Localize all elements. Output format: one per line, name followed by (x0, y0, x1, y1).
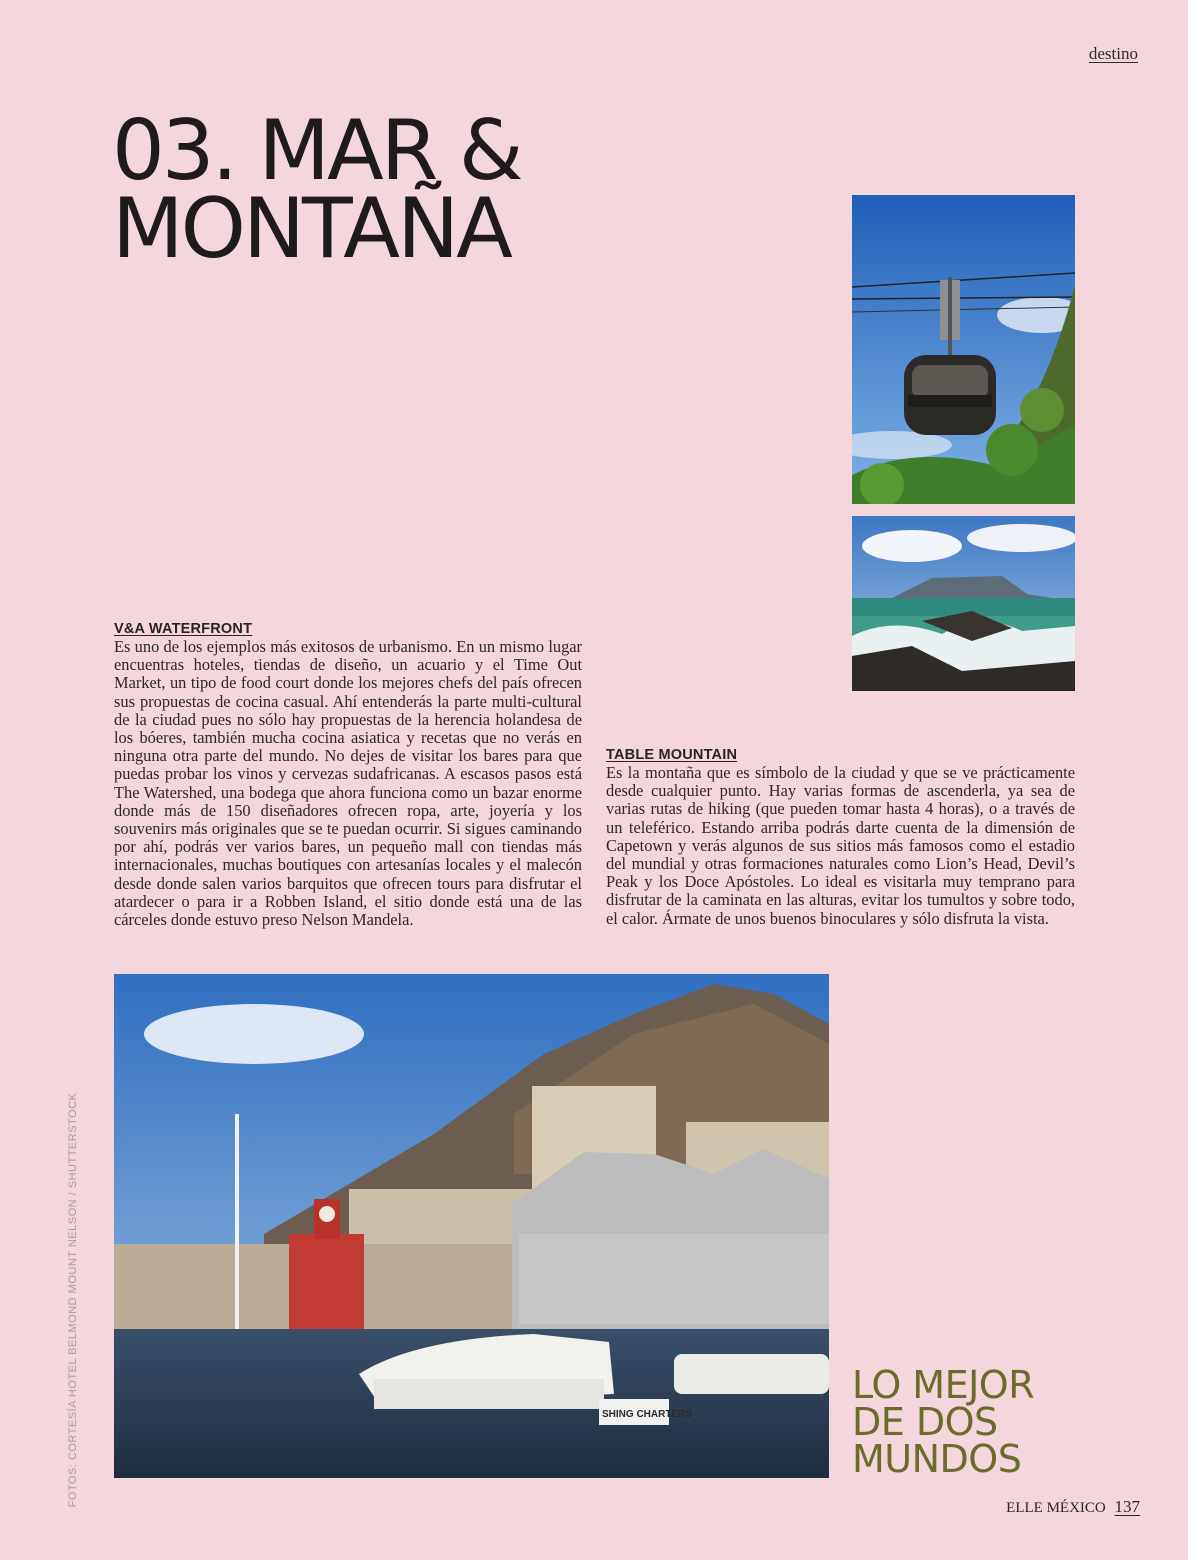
section-body: Es la montaña que es símbolo de la ciudad y que se ve prácticamente desde cualquier punto. Hay varias formas de ascenderla, ya sea de varias rutas de hiking (que pueden tomar hasta 4 horas), o a través de un teleférico. Estando arriba podrás darte cuenta de la dimensión de Capetown y verás algunos de sus sitios más famosos como el estadio del mundial y otras formaciones naturales como Lion’s Head, Devil’s Peak y los Doce Apóstoles. Lo ideal es visitarla muy temprano para disfrutar de la caminata en las alturas, evitar los tumultos y sobre todo, el calor. Ármate de unos buenos binoculares y sólo disfruta la vista. (606, 763, 1075, 928)
page-number: 137 (1114, 1497, 1140, 1516)
article-v-and-a-waterfront (114, 620, 582, 929)
page-footer (1006, 1497, 1140, 1517)
table-mountain-photo (852, 516, 1075, 691)
tagline-line-2: DE DOS (852, 1400, 998, 1444)
cable-car-photo (852, 195, 1075, 504)
article-table-mountain (606, 746, 1075, 928)
waterfront-harbor-photo (114, 974, 829, 1478)
section-heading: V&A WATERFRONT (114, 621, 253, 637)
photo-credit: FOTOS: CORTESÍA HOTEL BELMOND MOUNT NELSON / SHUTTERSTOCK (67, 1092, 79, 1508)
section-body: Es uno de los ejemplos más exitosos de urbanismo. En un mismo lugar encuentras hoteles, tiendas de diseño, un acuario y el Time Out Market, un tipo de food court donde los mejores chefs del país ofrecen sus propuestas de cocina casual. Ahí entenderás la parte multi-cultural de la ciudad pues no sólo hay propuestas de la herencia holandesa de los bóeres, también mucha cocina asiatica y recetas que no verás en ninguna otra parte del mundo. No dejes de visitar los bares para que puedas probar los vinos y cervezas sudafricanas. A escasos pasos está The Watershed, una bodega que ahora funciona como un bazar enorme donde más de 150 diseñadores ofrecen ropa, arte, joyería y los souvenirs más originales que se te puedan ocurrir. Si sigues caminando por ahí, podrás ver varios bares, un pequeño mall con tiendas más internacionales, muchas boutiques con artesanías locales y el malecón desde donde salen varios barquitos que ofrecen tours para disfrutar el atardecer o para ir a Robben Island, el sitio donde está una de las cárceles donde estuvo preso Nelson Mandela. (114, 637, 582, 930)
tagline (852, 1363, 1035, 1481)
section-heading: TABLE MOUNTAIN (606, 747, 738, 763)
magazine-name: ELLE MÉXICO (1006, 1500, 1106, 1516)
article-title-line-1: 03. MAR & (112, 102, 521, 199)
article-title-line-2: MONTAÑA (112, 180, 510, 277)
tagline-line-3: MUNDOS (852, 1437, 1022, 1481)
tagline-line-1: LO MEJOR (852, 1363, 1035, 1407)
article-title (112, 102, 521, 277)
section-tag: destino (1088, 44, 1138, 63)
harbor-charters-sign: SHING CHARTERS (602, 1409, 693, 1420)
